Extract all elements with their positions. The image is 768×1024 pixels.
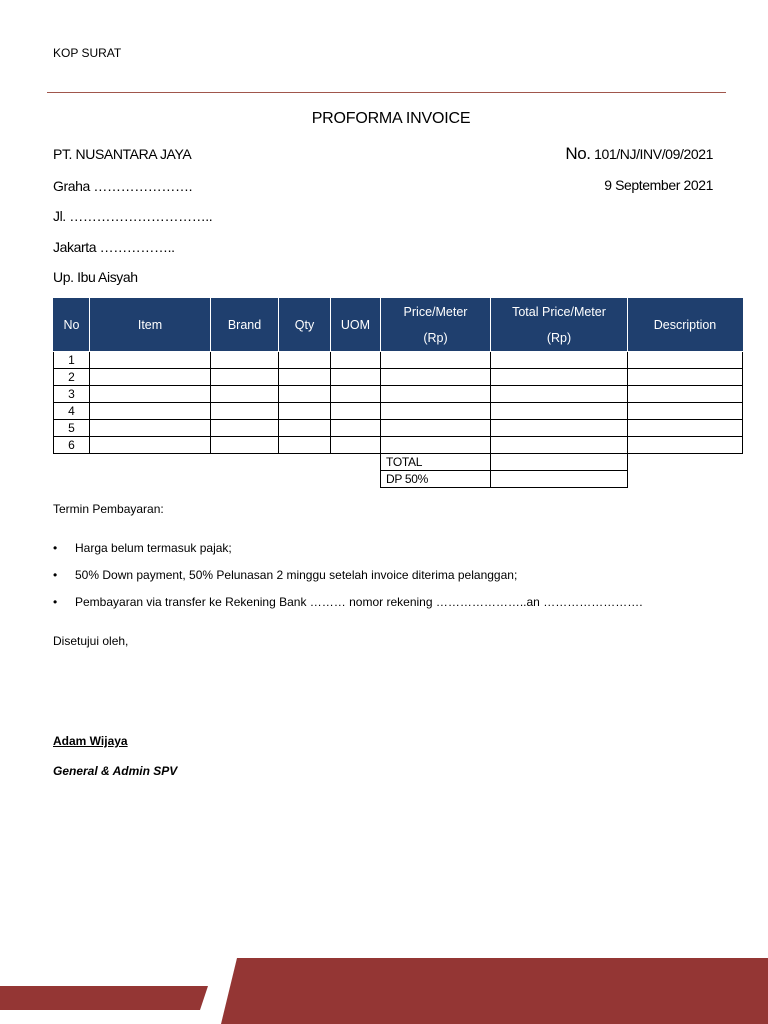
table-cell xyxy=(90,403,211,420)
table-cell xyxy=(628,386,743,403)
table-cell xyxy=(381,437,491,454)
invoice-date: 9 September 2021 xyxy=(604,177,713,193)
table-cell xyxy=(381,386,491,403)
table-cell xyxy=(90,352,211,369)
table-row xyxy=(54,420,743,437)
table-cell xyxy=(381,352,491,369)
terms-heading: Termin Pembayaran: xyxy=(53,502,164,516)
table-cell xyxy=(279,369,331,386)
table-cell xyxy=(331,437,381,454)
bullet-icon: • xyxy=(53,568,58,582)
col-header-price-line2: (Rp) xyxy=(423,331,448,345)
recipient-attention: Up. Ibu Aisyah xyxy=(53,269,138,285)
table-cell xyxy=(279,403,331,420)
bullet-icon: • xyxy=(53,541,58,555)
col-header-uom: UOM xyxy=(331,299,381,352)
row-number: 4 xyxy=(54,403,90,420)
row-number: 6 xyxy=(54,437,90,454)
table-cell xyxy=(90,420,211,437)
table-cell xyxy=(491,437,628,454)
col-header-total-line1: Total Price/Meter xyxy=(512,305,606,319)
approved-by: Disetujui oleh, xyxy=(53,634,129,648)
table-cell xyxy=(628,420,743,437)
invoice-number-label: No. xyxy=(565,144,591,163)
table-row xyxy=(54,352,743,369)
table-cell xyxy=(381,420,491,437)
divider xyxy=(47,92,726,93)
table-cell xyxy=(279,352,331,369)
terms-item xyxy=(53,595,643,609)
row-number: 2 xyxy=(54,369,90,386)
table-cell xyxy=(491,352,628,369)
invoice-number-value: 101/NJ/INV/09/2021 xyxy=(594,146,713,162)
letterhead: KOP SURAT xyxy=(53,46,122,60)
col-header-price xyxy=(381,299,491,352)
bullet-icon: • xyxy=(53,595,58,609)
table-row xyxy=(54,403,743,420)
dp-value xyxy=(491,471,628,488)
col-header-price-line1: Price/Meter xyxy=(403,305,468,319)
recipient-company: PT. NUSANTARA JAYA xyxy=(53,146,192,162)
table-row xyxy=(54,386,743,403)
signatory-role: General & Admin SPV xyxy=(53,764,178,778)
footer-stripe-left xyxy=(0,986,208,1010)
col-header-item: Item xyxy=(90,299,211,352)
table-cell xyxy=(331,352,381,369)
table-cell xyxy=(628,369,743,386)
table-cell xyxy=(331,386,381,403)
table-cell xyxy=(279,437,331,454)
table-row xyxy=(54,369,743,386)
table-cell xyxy=(491,403,628,420)
terms-item-text: Pembayaran via transfer ke Rekening Bank ……… nomor rekening …………………..an ……………………. xyxy=(75,595,643,609)
table-cell xyxy=(211,352,279,369)
table-cell xyxy=(279,386,331,403)
table-cell xyxy=(211,420,279,437)
table-cell xyxy=(491,369,628,386)
recipient-line-1: Graha …………………. xyxy=(53,178,193,194)
col-header-no: No xyxy=(54,299,90,352)
terms-item-text: 50% Down payment, 50% Pelunasan 2 minggu setelah invoice diterima pelanggan; xyxy=(75,568,518,582)
terms-item-text: Harga belum termasuk pajak; xyxy=(75,541,232,555)
table-cell xyxy=(90,369,211,386)
col-header-total-line2: (Rp) xyxy=(546,331,572,345)
recipient-line-2: Jl. ………………………….. xyxy=(53,208,213,224)
footer-banner xyxy=(0,958,768,1024)
row-number: 1 xyxy=(54,352,90,369)
col-header-qty: Qty xyxy=(279,299,331,352)
table-cell xyxy=(491,420,628,437)
table-cell xyxy=(211,403,279,420)
terms-item xyxy=(53,568,517,582)
table-cell xyxy=(90,437,211,454)
footer-stripe-right xyxy=(221,958,768,1024)
table-header-row xyxy=(54,299,743,352)
col-header-description: Description xyxy=(628,299,743,352)
total-row xyxy=(54,454,743,471)
table-cell xyxy=(331,369,381,386)
terms-item xyxy=(53,541,232,555)
document-title: PROFORMA INVOICE xyxy=(311,110,471,127)
dp-row xyxy=(54,471,743,488)
recipient-line-3: Jakarta …………….. xyxy=(53,239,175,255)
table-cell xyxy=(90,386,211,403)
dp-label: DP 50% xyxy=(381,471,491,488)
table-cell xyxy=(279,420,331,437)
table-cell xyxy=(381,369,491,386)
table-cell xyxy=(211,437,279,454)
row-number: 3 xyxy=(54,386,90,403)
table-cell xyxy=(628,403,743,420)
row-number: 5 xyxy=(54,420,90,437)
invoice-number xyxy=(565,144,713,164)
col-header-brand: Brand xyxy=(211,299,279,352)
total-value xyxy=(491,454,628,471)
table-cell xyxy=(211,386,279,403)
total-label: TOTAL xyxy=(381,454,491,471)
table-cell xyxy=(381,403,491,420)
table-cell xyxy=(211,369,279,386)
table-cell xyxy=(628,352,743,369)
table-cell xyxy=(331,420,381,437)
items-table xyxy=(53,298,743,488)
col-header-total xyxy=(491,299,628,352)
table-cell xyxy=(331,403,381,420)
table-row xyxy=(54,437,743,454)
signatory-name: Adam Wijaya xyxy=(53,734,128,748)
table-cell xyxy=(491,386,628,403)
table-cell xyxy=(628,437,743,454)
